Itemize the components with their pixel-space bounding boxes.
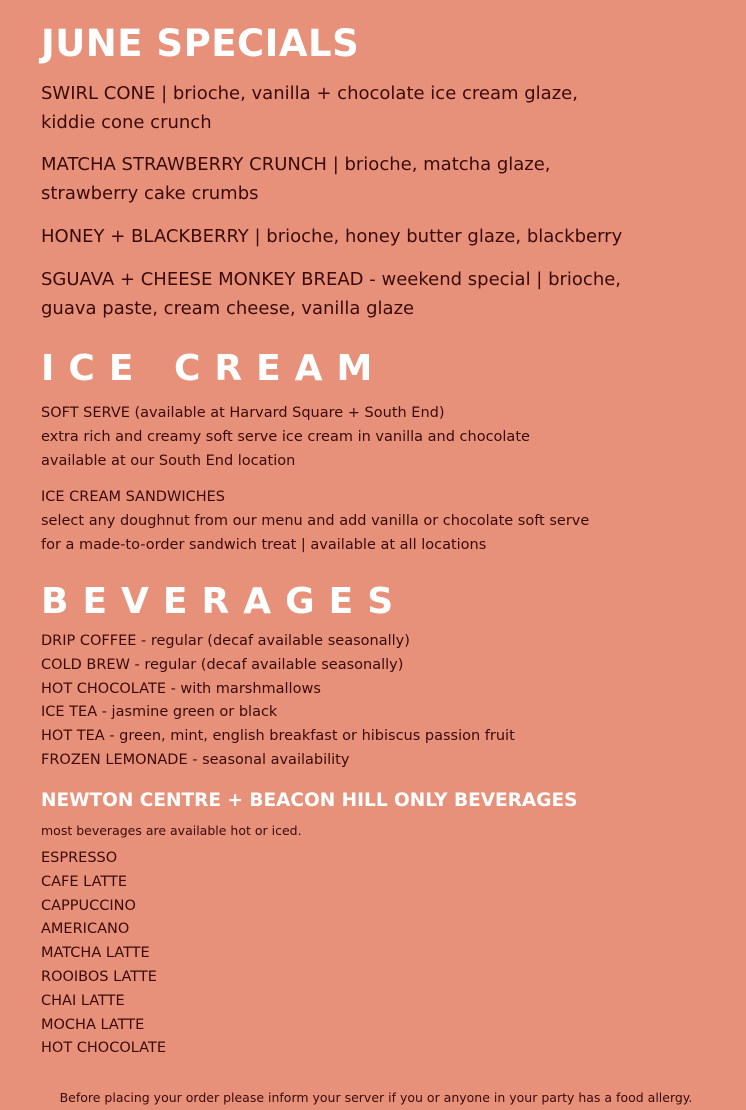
special-item: HONEY + BLACKBERRY | brioche, honey butter glaze, blackberry <box>41 226 623 247</box>
beverage-item: CAPPUCCINO <box>41 897 136 914</box>
beverage-item: HOT CHOCOLATE <box>41 1040 166 1057</box>
beverages-heading: BEVERAGES <box>41 581 408 622</box>
allergy-notice: Before placing your order please inform your server if you or anyone in your party has a food allergy. <box>59 1089 693 1105</box>
ice-cream-heading: ICE CREAM <box>41 348 387 389</box>
beverage-item: HOT TEA - green, mint, english breakfast or hibiscus passion fruit <box>41 728 515 745</box>
beverage-item: MATCHA LATTE <box>41 945 150 962</box>
beverage-item: CAFE LATTE <box>41 873 127 890</box>
ice-cream-item: SOFT SERVE (available at Harvard Square + South End) extra rich and creamy soft serve ice cream in vanilla and chocolate available at our South End location <box>41 405 530 469</box>
location-beverages-heading: NEWTON CENTRE + BEACON HILL ONLY BEVERAGES <box>41 790 578 811</box>
beverage-item: ESPRESSO <box>41 850 118 866</box>
beverage-item: HOT CHOCOLATE - with marshmallows <box>41 680 321 697</box>
special-item: MATCHA STRAWBERRY CRUNCH | brioche, matcha glaze, strawberry cake crumbs <box>41 154 551 204</box>
ice-cream-item: ICE CREAM SANDWICHES select any doughnut from our menu and add vanilla or chocolate soft serve for a made-to-order sandwich treat | available at all locations <box>41 489 590 553</box>
june-specials-heading: JUNE SPECIALS <box>41 22 360 65</box>
special-item: SWIRL CONE | brioche, vanilla + chocolate ice cream glaze, kiddie cone crunch <box>41 83 578 133</box>
special-item: SGUAVA + CHEESE MONKEY BREAD - weekend special | brioche, guava paste, cream cheese, vanilla glaze <box>41 269 622 319</box>
beverage-item: COLD BREW - regular (decaf available seasonally) <box>41 656 404 673</box>
location-beverages-list <box>41 847 166 1061</box>
hot-or-iced-note: most beverages are available hot or iced. <box>41 823 302 838</box>
beverages-list <box>41 630 515 773</box>
beverage-item: FROZEN LEMONADE - seasonal availability <box>41 751 350 768</box>
beverage-item: DRIP COFFEE - regular (decaf available seasonally) <box>41 633 410 649</box>
beverage-item: ICE TEA - jasmine green or black <box>41 704 278 721</box>
beverage-item: CHAI LATTE <box>41 992 125 1009</box>
beverage-item: ROOIBOS LATTE <box>41 968 157 985</box>
beverage-item: MOCHA LATTE <box>41 1016 145 1033</box>
beverage-item: AMERICANO <box>41 921 130 938</box>
